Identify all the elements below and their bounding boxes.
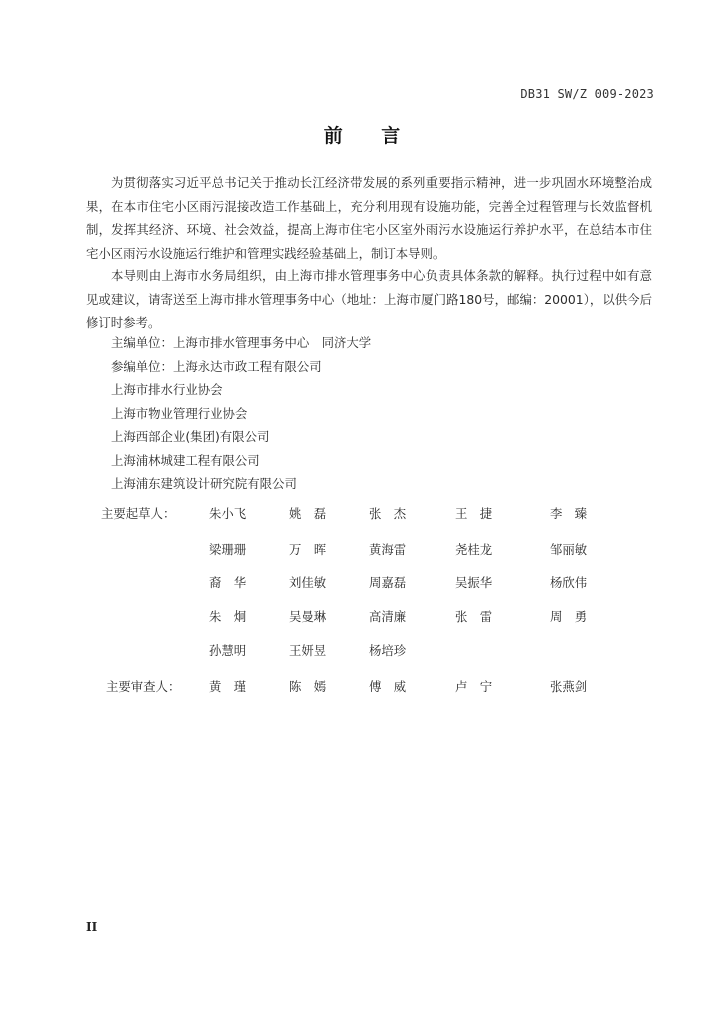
reviewers-row (0, 677, 724, 697)
page-title: 前 言 (323, 125, 417, 147)
reviewer-name: 陈 嫣 (289, 679, 327, 694)
foreword-paragraph-1: 为贯彻落实习近平总书记关于推动长江经济带发展的系列重要指示精神，进一步巩固水环境整治成果，在本市住宅小区雨污混接改造工作基础上，充分利用现有设施功能，完善全过程管理与长效监督机制，发挥其经济、环境、社会效益，提高上海市住宅小区室外雨污水设施运行养护水平，在总结本市住宅小区雨污水设施运行维护和管理实践经验基础上，制订本导则。 (86, 175, 652, 261)
chief-editor-unit: 主编单位：上海市排水管理事务中心 同济大学 (111, 335, 372, 350)
drafter-name: 万 晖 (289, 542, 327, 557)
drafter-name: 姚 磊 (289, 506, 327, 521)
participant-unit: 参编单位：上海永达市政工程有限公司 (111, 359, 322, 374)
reviewer-name: 卢 宁 (455, 679, 493, 694)
drafter-name: 吴曼琳 (289, 609, 327, 624)
drafter-name: 王妍昱 (289, 643, 327, 658)
participant-unit: 上海浦林城建工程有限公司 (111, 453, 260, 468)
drafter-name: 李 臻 (550, 506, 588, 521)
participant-unit: 上海浦东建筑设计研究院有限公司 (111, 476, 297, 491)
drafter-name: 张 雷 (455, 609, 493, 624)
drafters-row (0, 540, 724, 560)
participant-unit: 上海市物业管理行业协会 (111, 406, 248, 421)
participant-unit: 上海西部企业(集团)有限公司 (111, 429, 270, 444)
drafters-row (0, 504, 724, 524)
drafter-name: 杨欣伟 (550, 575, 588, 590)
page-number: II (86, 920, 98, 934)
foreword-paragraph-2: 本导则由上海市水务局组织，由上海市排水管理事务中心负责具体条款的解释。执行过程中如有意见或建议，请寄送至上海市排水管理事务中心（地址：上海市厦门路180号，邮编：20001），以供今后修订时参考。 (86, 268, 652, 330)
drafter-name: 周嘉磊 (369, 575, 407, 590)
reviewer-name: 张燕剑 (550, 679, 588, 694)
drafter-name: 周 勇 (550, 609, 588, 624)
drafter-name: 朱小飞 (209, 506, 247, 521)
participant-unit: 上海市排水行业协会 (111, 382, 223, 397)
reviewer-name: 黄 瑾 (209, 679, 247, 694)
document-code: DB31 SW/Z 009-2023 (520, 87, 654, 101)
drafters-label: 主要起草人： (101, 506, 176, 521)
drafter-name: 王 捷 (455, 506, 493, 521)
drafter-name: 梁珊珊 (209, 542, 247, 557)
drafter-name: 邹丽敏 (550, 542, 588, 557)
reviewer-name: 傅 威 (369, 679, 407, 694)
drafter-name: 高清廉 (369, 609, 407, 624)
drafters-row (0, 573, 724, 593)
drafter-name: 尧桂龙 (455, 542, 493, 557)
drafter-name: 张 杰 (369, 506, 407, 521)
drafters-row (0, 607, 724, 627)
drafter-name: 黄海雷 (369, 542, 407, 557)
drafter-name: 孙慧明 (209, 643, 247, 658)
drafter-name: 朱 炯 (209, 609, 247, 624)
drafter-name: 裔 华 (209, 575, 247, 590)
drafter-name: 刘佳敏 (289, 575, 327, 590)
drafter-name: 吴振华 (455, 575, 493, 590)
drafters-row (0, 641, 724, 661)
drafter-name: 杨培珍 (369, 643, 407, 658)
reviewers-label: 主要审查人： (106, 679, 181, 694)
